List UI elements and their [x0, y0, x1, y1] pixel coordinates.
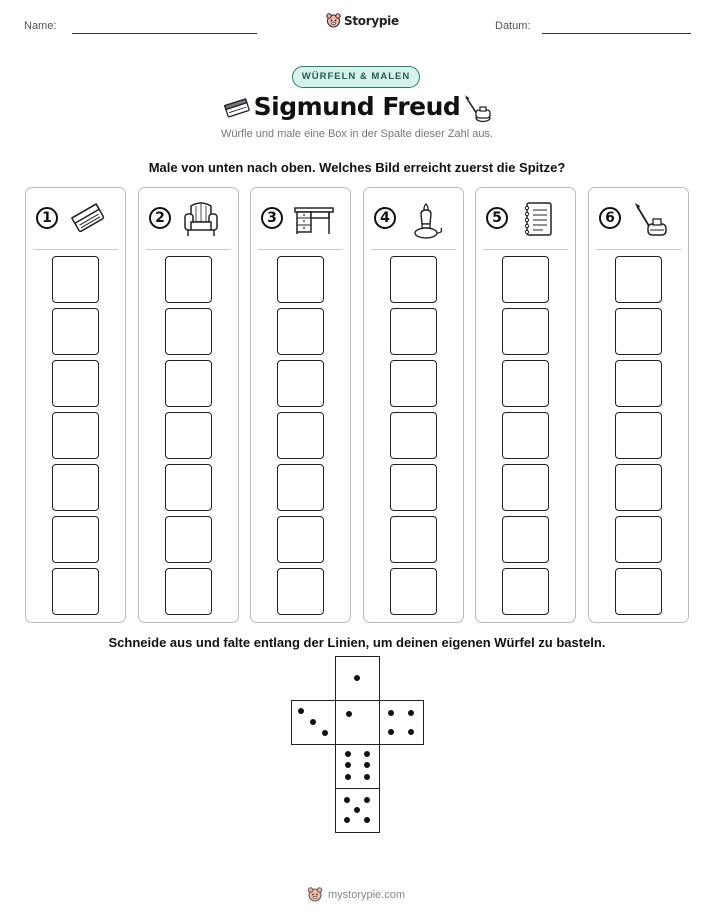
- color-box[interactable]: [52, 360, 99, 407]
- color-box[interactable]: [165, 308, 212, 355]
- number-badge: 2: [149, 207, 171, 229]
- page-title: Sigmund Freud: [253, 92, 461, 121]
- column-3: [250, 187, 351, 623]
- color-box[interactable]: [52, 464, 99, 511]
- color-box[interactable]: [615, 464, 662, 511]
- footer: [307, 887, 405, 903]
- color-box[interactable]: [277, 516, 324, 563]
- color-box[interactable]: [165, 256, 212, 303]
- quill-title-icon: [462, 93, 492, 123]
- column-divider: [33, 249, 118, 250]
- quill-inkwell-icon: [631, 200, 671, 240]
- column-5: [475, 187, 576, 623]
- color-box[interactable]: [277, 308, 324, 355]
- color-box[interactable]: [615, 256, 662, 303]
- color-box[interactable]: [502, 412, 549, 459]
- color-box[interactable]: [390, 256, 437, 303]
- brand-name: Storypie: [344, 14, 399, 28]
- pip: [408, 710, 414, 716]
- color-box[interactable]: [615, 360, 662, 407]
- color-box[interactable]: [52, 568, 99, 615]
- notepad-icon: [518, 200, 558, 240]
- color-box[interactable]: [390, 308, 437, 355]
- pip: [354, 807, 360, 813]
- die-face-5: [335, 788, 380, 833]
- pip: [364, 774, 370, 780]
- pip: [354, 675, 360, 681]
- date-label: Datum:: [495, 20, 531, 32]
- desk-icon: [293, 200, 335, 238]
- pip: [388, 729, 394, 735]
- number-badge: 6: [599, 207, 621, 229]
- pip: [345, 762, 351, 768]
- number-badge: 3: [261, 207, 283, 229]
- color-box[interactable]: [165, 412, 212, 459]
- pip: [344, 797, 350, 803]
- column-6: [588, 187, 689, 623]
- color-box[interactable]: [502, 256, 549, 303]
- pip: [345, 751, 351, 757]
- color-box[interactable]: [52, 516, 99, 563]
- color-box[interactable]: [390, 360, 437, 407]
- color-box[interactable]: [502, 464, 549, 511]
- pip: [298, 708, 304, 714]
- color-box[interactable]: [502, 516, 549, 563]
- pip: [364, 762, 370, 768]
- color-box[interactable]: [277, 360, 324, 407]
- number-badge: 4: [374, 207, 396, 229]
- color-box[interactable]: [277, 464, 324, 511]
- book-icon: [68, 200, 108, 236]
- pip: [310, 719, 316, 725]
- color-box[interactable]: [52, 412, 99, 459]
- color-box[interactable]: [52, 256, 99, 303]
- color-box[interactable]: [165, 360, 212, 407]
- color-box[interactable]: [502, 360, 549, 407]
- pip: [346, 711, 352, 717]
- color-box[interactable]: [390, 412, 437, 459]
- oil-lamp-icon: [406, 200, 446, 242]
- pip: [388, 710, 394, 716]
- color-box[interactable]: [165, 568, 212, 615]
- pip: [344, 817, 350, 823]
- die-face-3: [291, 700, 336, 745]
- pip: [322, 730, 328, 736]
- color-box[interactable]: [502, 568, 549, 615]
- date-line[interactable]: [542, 33, 691, 34]
- color-box[interactable]: [277, 568, 324, 615]
- column-divider: [146, 249, 231, 250]
- storypie-mascot-icon: [307, 887, 323, 903]
- footer-url[interactable]: mystorypie.com: [328, 889, 406, 901]
- pip: [364, 751, 370, 757]
- column-divider: [371, 249, 456, 250]
- color-box[interactable]: [277, 256, 324, 303]
- pip: [364, 817, 370, 823]
- column-4: [363, 187, 464, 623]
- column-divider: [596, 249, 681, 250]
- brand-logo: [326, 13, 399, 29]
- color-box[interactable]: [165, 516, 212, 563]
- subtitle: Würfle und male eine Box in der Spalte dieser Zahl aus.: [220, 128, 494, 140]
- pip: [345, 774, 351, 780]
- die-face-center-1: [335, 700, 380, 745]
- die-face-4: [379, 700, 424, 745]
- color-box[interactable]: [390, 516, 437, 563]
- armchair-icon: [181, 200, 221, 240]
- color-box[interactable]: [615, 308, 662, 355]
- pip: [364, 797, 370, 803]
- color-box[interactable]: [165, 464, 212, 511]
- cutout-instruction: Schneide aus und falte entlang der Linien, um deinen eigenen Würfel zu basteln.: [108, 635, 606, 650]
- die-face-6: [335, 744, 380, 789]
- color-box[interactable]: [277, 412, 324, 459]
- color-box[interactable]: [615, 568, 662, 615]
- column-1: [25, 187, 126, 623]
- question: Male von unten nach oben. Welches Bild erreicht zuerst die Spitze?: [148, 160, 566, 175]
- number-badge: 5: [486, 207, 508, 229]
- column-2: [138, 187, 239, 623]
- column-divider: [258, 249, 343, 250]
- column-divider: [483, 249, 568, 250]
- name-label: Name:: [24, 20, 57, 32]
- number-badge: 1: [36, 207, 58, 229]
- color-box[interactable]: [52, 308, 99, 355]
- color-box[interactable]: [390, 568, 437, 615]
- activity-tag: WÜRFELN & MALEN: [292, 66, 420, 88]
- pip: [408, 729, 414, 735]
- color-box[interactable]: [615, 412, 662, 459]
- name-line[interactable]: [72, 33, 257, 34]
- storypie-mascot-icon: [326, 13, 341, 29]
- die-face-1: [335, 656, 380, 701]
- color-box[interactable]: [502, 308, 549, 355]
- color-box[interactable]: [615, 516, 662, 563]
- color-box[interactable]: [390, 464, 437, 511]
